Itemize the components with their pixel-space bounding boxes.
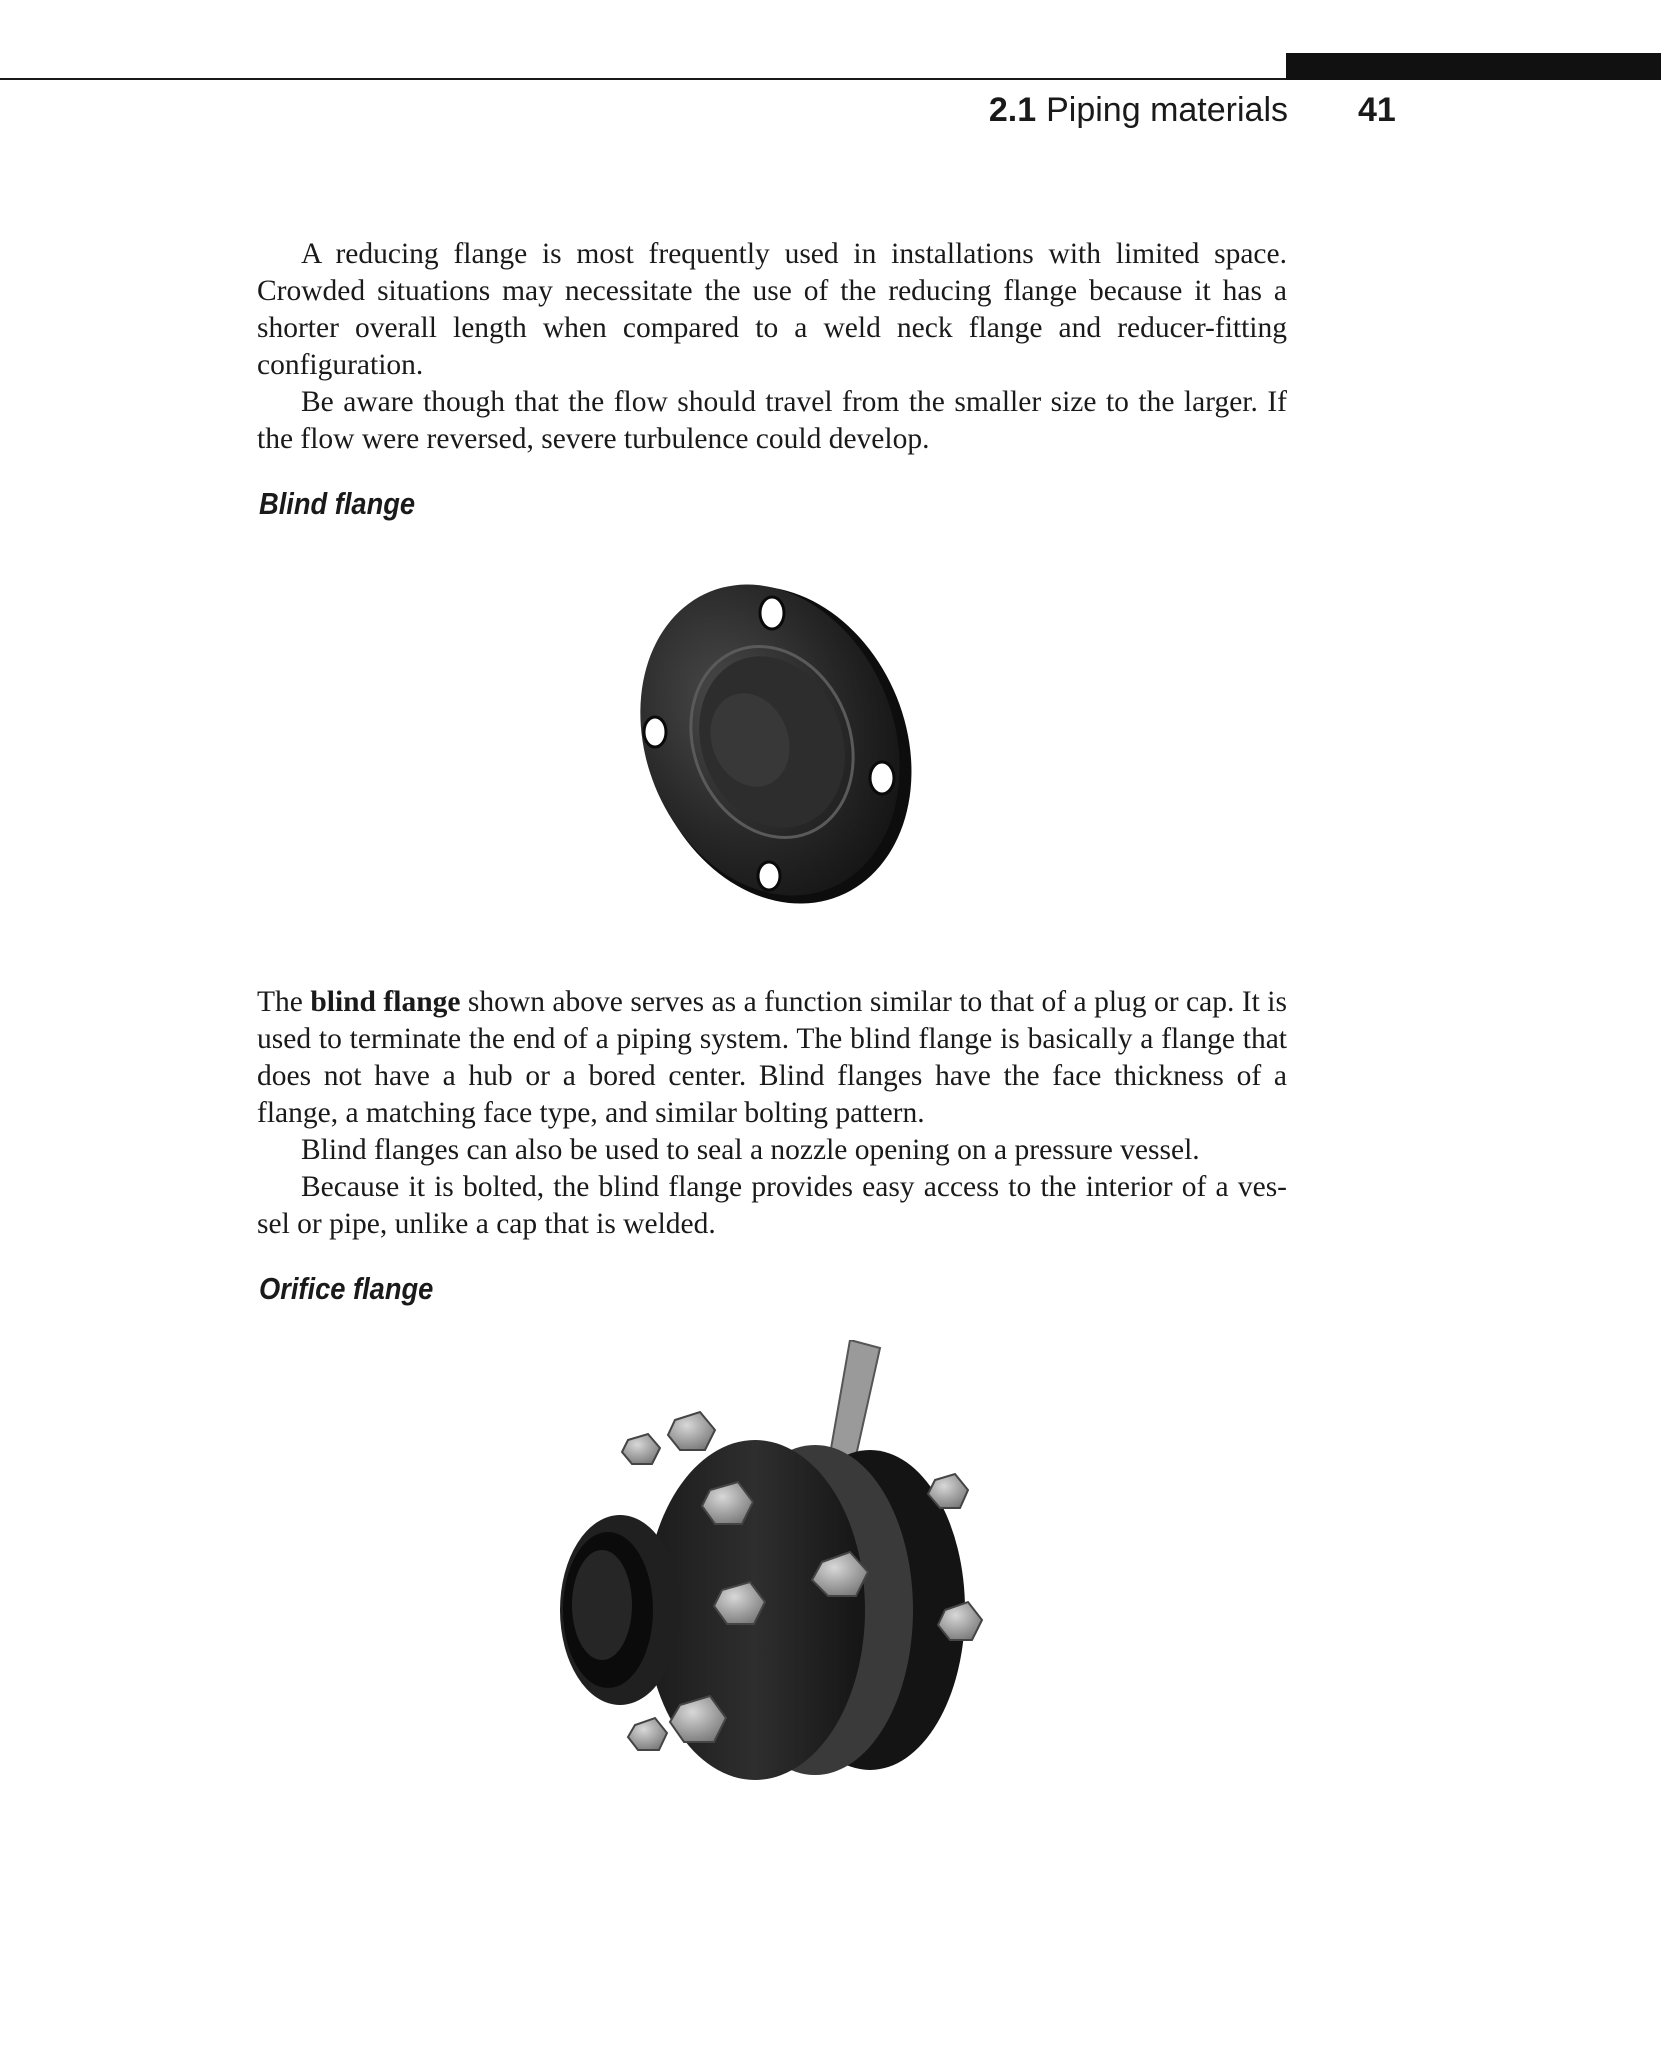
blind-flange-heading: Blind flange bbox=[259, 486, 416, 521]
blind-flange-paragraph-2: Blind flanges can also be used to seal a nozzle opening on a pressure vessel. bbox=[301, 1134, 1200, 1166]
header-bar bbox=[1286, 53, 1661, 80]
orifice-flange-image bbox=[550, 1340, 990, 1840]
intro-paragraph-1: A reducing flange is most frequently used in installations with limited space. Crowded situations may necessitate the use of the reducing flange because it has a shorter overall length when compared to a weld neck flange and reducer-fitting configuration. bbox=[257, 238, 1287, 381]
blind-flange-paragraph-1 bbox=[257, 984, 1287, 1132]
section-number: 2.1 bbox=[988, 91, 1037, 129]
blind-flange-image bbox=[600, 550, 940, 920]
bolt-hole bbox=[760, 597, 784, 629]
bolt-hole bbox=[870, 762, 894, 794]
orifice-flange-heading: Orifice flange bbox=[259, 1271, 434, 1306]
bolt-hole bbox=[644, 717, 666, 747]
intro-text bbox=[257, 236, 1287, 458]
page-number: 41 bbox=[1358, 91, 1396, 129]
blind-flange-text bbox=[257, 984, 1287, 1243]
running-head bbox=[989, 90, 1288, 130]
paragraph-rest: shown above serves as a function similar to that of a plug or cap. It is used to terminate the end of a piping system. The blind flange is basically a flange that does not have a hub or a bored center. Blind flanges have the face thickness of a flange, a matching face type, and similar bolting pattern. bbox=[257, 986, 1287, 1129]
bolt-hole bbox=[758, 862, 780, 890]
section-title: Piping materials bbox=[1046, 91, 1288, 129]
paragraph-lead: The bbox=[257, 986, 311, 1018]
bold-term: blind flange bbox=[310, 986, 461, 1018]
intro-paragraph-2: Be aware though that the flow should travel from the smaller size to the larger. If the flow were reversed, severe turbulence could develop. bbox=[257, 386, 1287, 455]
blind-flange-paragraph-3: Because it is bolted, the blind flange provides easy access to the interior of a ves-sel or pipe, unlike a cap that is welded. bbox=[257, 1171, 1287, 1240]
